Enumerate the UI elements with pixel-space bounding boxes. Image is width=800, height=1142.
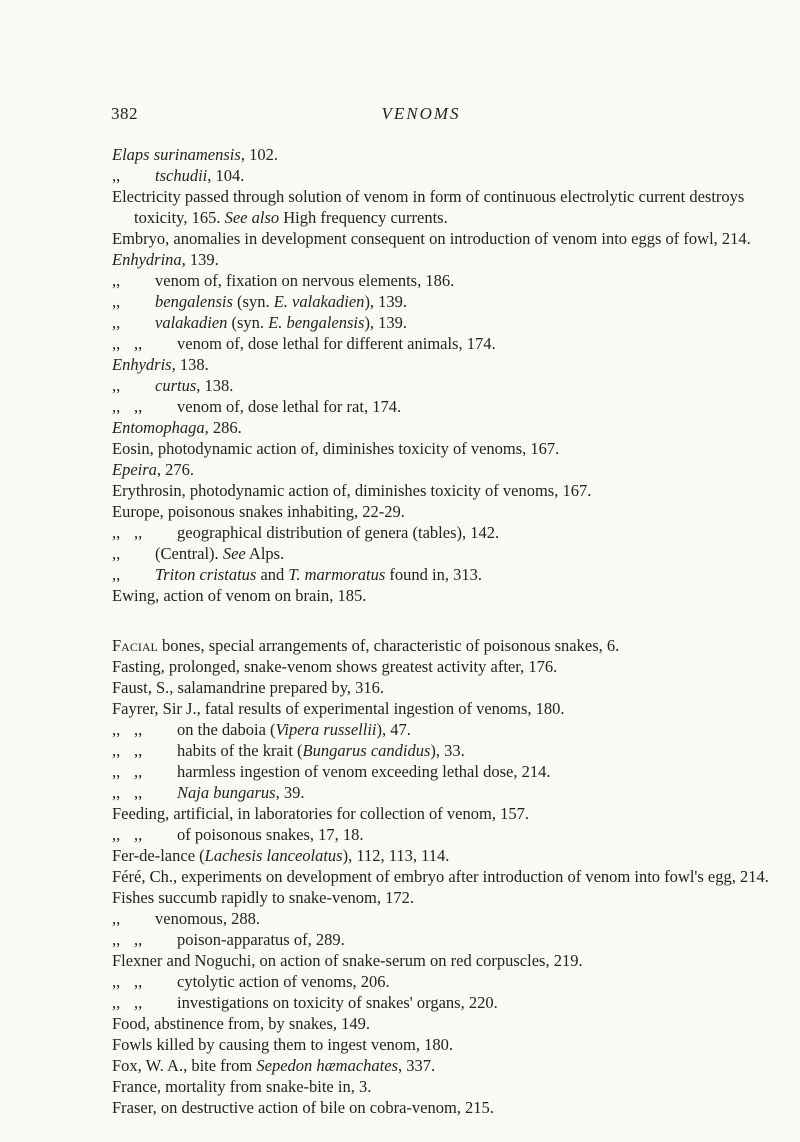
entry-text: Fer-de-lance ( [112,846,205,865]
index-entry [112,186,792,228]
ditto-mark: ,, [112,334,121,353]
entry-text: Flexner and Noguchi, on action of snake-serum on red corpuscles, 219. [112,951,583,970]
entry-text: , 138. [171,355,209,374]
entry-text: See [222,544,246,563]
ditto-mark: ,, [112,762,121,781]
entry-text: Elaps surinamensis [112,145,241,164]
entry-text: tschudii [155,166,208,185]
entry-text: Fox, W. A., bite from [112,1056,257,1075]
entry-text: Fraser, on destructive action of bile on cobra-venom, 215. [112,1098,494,1117]
entry-text: Alps. [245,544,285,563]
entry-text: , 139. [181,250,219,269]
entry-text: (syn. [232,292,274,311]
ditto-mark: ,, [112,993,121,1012]
index-entry [112,1013,792,1034]
entry-text: (Central). [155,544,223,563]
entry-text: and [256,565,289,584]
entry-text: valakadien [155,313,228,332]
ditto-mark: ,, [134,783,143,802]
entry-text: ), 33. [430,741,465,760]
entry-text: ), 112, 113, 114. [342,846,450,865]
index-entry [112,1034,792,1055]
ditto-mark: ,, [112,783,121,802]
index-entry [112,438,792,459]
index-entry [112,971,792,992]
index-entry [112,1076,792,1097]
ditto-mark: ,, [112,271,121,290]
entry-text: venom of, dose lethal for rat, 174. [177,397,402,416]
entry-text: Ewing, action of venom on brain, 185. [112,586,367,605]
entry-text: Europe, poisonous snakes inhabiting, 22-29. [112,502,405,521]
entry-text: , 286. [204,418,242,437]
entry-text: Erythrosin, photodynamic action of, diminishes toxicity of venoms, 167. [112,481,592,500]
index-entry [112,635,792,656]
ditto-mark: ,, [134,825,143,844]
entry-text: bones, special arrangements of, characteristic of poisonous snakes, 6. [157,636,620,655]
entry-text: ), 139. [364,313,408,332]
entry-text: poison-apparatus of, 289. [177,930,345,949]
index-entry [112,333,792,354]
ditto-mark: ,, [112,376,121,395]
page-header [111,104,731,128]
index-entry [112,165,792,186]
index-entry [112,480,792,501]
entry-text: Enhydrina [112,250,182,269]
index-entry [112,396,792,417]
entry-text: habits of the krait ( [177,741,303,760]
entry-text: , 276. [156,460,195,479]
entry-text: found in, 313. [385,565,483,584]
ditto-mark: ,, [112,523,121,542]
ditto-mark: ,, [112,930,121,949]
index-entry [112,270,792,291]
entry-text: geographical distribution of genera (tables), 142. [177,523,500,542]
running-title: VENOMS [381,104,461,123]
entry-text: Embryo, anomalies in development consequent on introduction of venom into eggs of fowl, 214. [112,229,751,248]
entry-text: Entomophaga [112,418,205,437]
entry-text: France, mortality from snake-bite in, 3. [112,1077,372,1096]
index-entry [112,929,792,950]
index-entry [112,803,792,824]
ditto-mark: ,, [112,565,121,584]
index-entry [112,354,792,375]
entry-text: (syn. [227,313,269,332]
ditto-mark: ,, [134,741,143,760]
ditto-mark: ,, [134,762,143,781]
entry-text: venom of, fixation on nervous elements, 186. [155,271,455,290]
entry-text: Fishes succumb rapidly to snake-venom, 172. [112,888,414,907]
entry-text: Vipera russellii [275,720,377,739]
entry-text: venom of, dose lethal for different animals, 174. [177,334,496,353]
index-entry [112,1055,792,1076]
entry-text: Lachesis lanceolatus [204,846,343,865]
index-entry [112,417,792,438]
entry-text: on the daboia ( [177,720,276,739]
index-entry [112,585,792,606]
index-entry [112,312,792,333]
entry-text: Feeding, artificial, in laboratories for collection of venom, 157. [112,804,529,823]
ditto-mark: ,, [134,972,143,991]
entry-text: curtus [155,376,197,395]
entry-text: Epeira [112,460,157,479]
index-entry [112,228,792,249]
index-entry [112,887,792,908]
index-entry [112,866,792,887]
index-section [112,144,792,606]
ditto-mark: ,, [112,909,121,928]
entry-text: bengalensis [155,292,233,311]
ditto-mark: ,, [112,397,121,416]
index-entry [112,761,792,782]
index-entry [112,291,792,312]
entry-text: High frequency currents. [279,208,448,227]
ditto-mark: ,, [112,972,121,991]
index-entry [112,543,792,564]
index-entry [112,375,792,396]
index-entry [112,1097,792,1118]
ditto-mark: ,, [134,993,143,1012]
entry-text: Facial [112,636,158,655]
ditto-mark: ,, [134,720,143,739]
entry-text: , 104. [207,166,245,185]
index-section [112,635,792,1118]
index-entry [112,824,792,845]
index-entry [112,908,792,929]
entry-text: of poisonous snakes, 17, 18. [177,825,364,844]
entry-text: venomous, 288. [155,909,260,928]
entry-text: Faust, S., salamandrine prepared by, 316. [112,678,385,697]
index-entry [112,501,792,522]
index-entry [112,522,792,543]
ditto-mark: ,, [112,313,121,332]
index-entry [112,144,792,165]
entry-text: E. bengalensis [268,313,365,332]
index-entry [112,992,792,1013]
entry-text: , 138. [196,376,234,395]
entry-text: , 102. [240,145,278,164]
entry-text: Triton cristatus [155,565,257,584]
entry-text: ), 139. [364,292,408,311]
ditto-mark: ,, [134,930,143,949]
entry-text: T. marmoratus [288,565,386,584]
entry-text: cytolytic action of venoms, 206. [177,972,390,991]
ditto-mark: ,, [112,825,121,844]
index-entry [112,719,792,740]
ditto-mark: ,, [134,523,143,542]
entry-text: Sepedon hæmachates [256,1056,398,1075]
entry-text: investigations on toxicity of snakes' organs, 220. [177,993,498,1012]
entry-text: Fasting, prolonged, snake-venom shows greatest activity after, 176. [112,657,558,676]
index-entry [112,950,792,971]
index-entry [112,459,792,480]
ditto-mark: ,, [134,334,143,353]
ditto-mark: ,, [112,292,121,311]
ditto-mark: ,, [134,397,143,416]
entry-text: E. valakadien [273,292,365,311]
entry-text: Food, abstinence from, by snakes, 149. [112,1014,370,1033]
entry-text: Fayrer, Sir J., fatal results of experimental ingestion of venoms, 180. [112,699,565,718]
index-entry [112,249,792,270]
entry-text: Féré, Ch., experiments on development of embryo after introduction of venom into fowl's egg, 214. [112,867,769,886]
ditto-mark: ,, [112,720,121,739]
index-entry [112,698,792,719]
index-entry [112,564,792,585]
index-body [112,144,792,1118]
index-entry [112,656,792,677]
entry-text: harmless ingestion of venom exceeding lethal dose, 214. [177,762,551,781]
index-entry [112,782,792,803]
ditto-mark: ,, [112,166,121,185]
entry-text: Electricity passed through solution of venom in form of continuous electrolytic current destroys toxicity, 165. [112,187,745,227]
entry-text: Fowls killed by causing them to ingest venom, 180. [112,1035,453,1054]
entry-text: See also [224,208,280,227]
entry-text: Enhydris [112,355,172,374]
index-entry [112,845,792,866]
page-number: 382 [111,104,138,123]
entry-text: , 39. [275,783,305,802]
ditto-mark: ,, [112,544,121,563]
entry-text: , 337. [398,1056,436,1075]
entry-text: Eosin, photodynamic action of, diminishes toxicity of venoms, 167. [112,439,560,458]
entry-text: ), 47. [376,720,411,739]
index-entry [112,677,792,698]
ditto-mark: ,, [112,741,121,760]
entry-text: Naja bungarus [177,783,276,802]
entry-text: Bungarus candidus [302,741,431,760]
index-entry [112,740,792,761]
